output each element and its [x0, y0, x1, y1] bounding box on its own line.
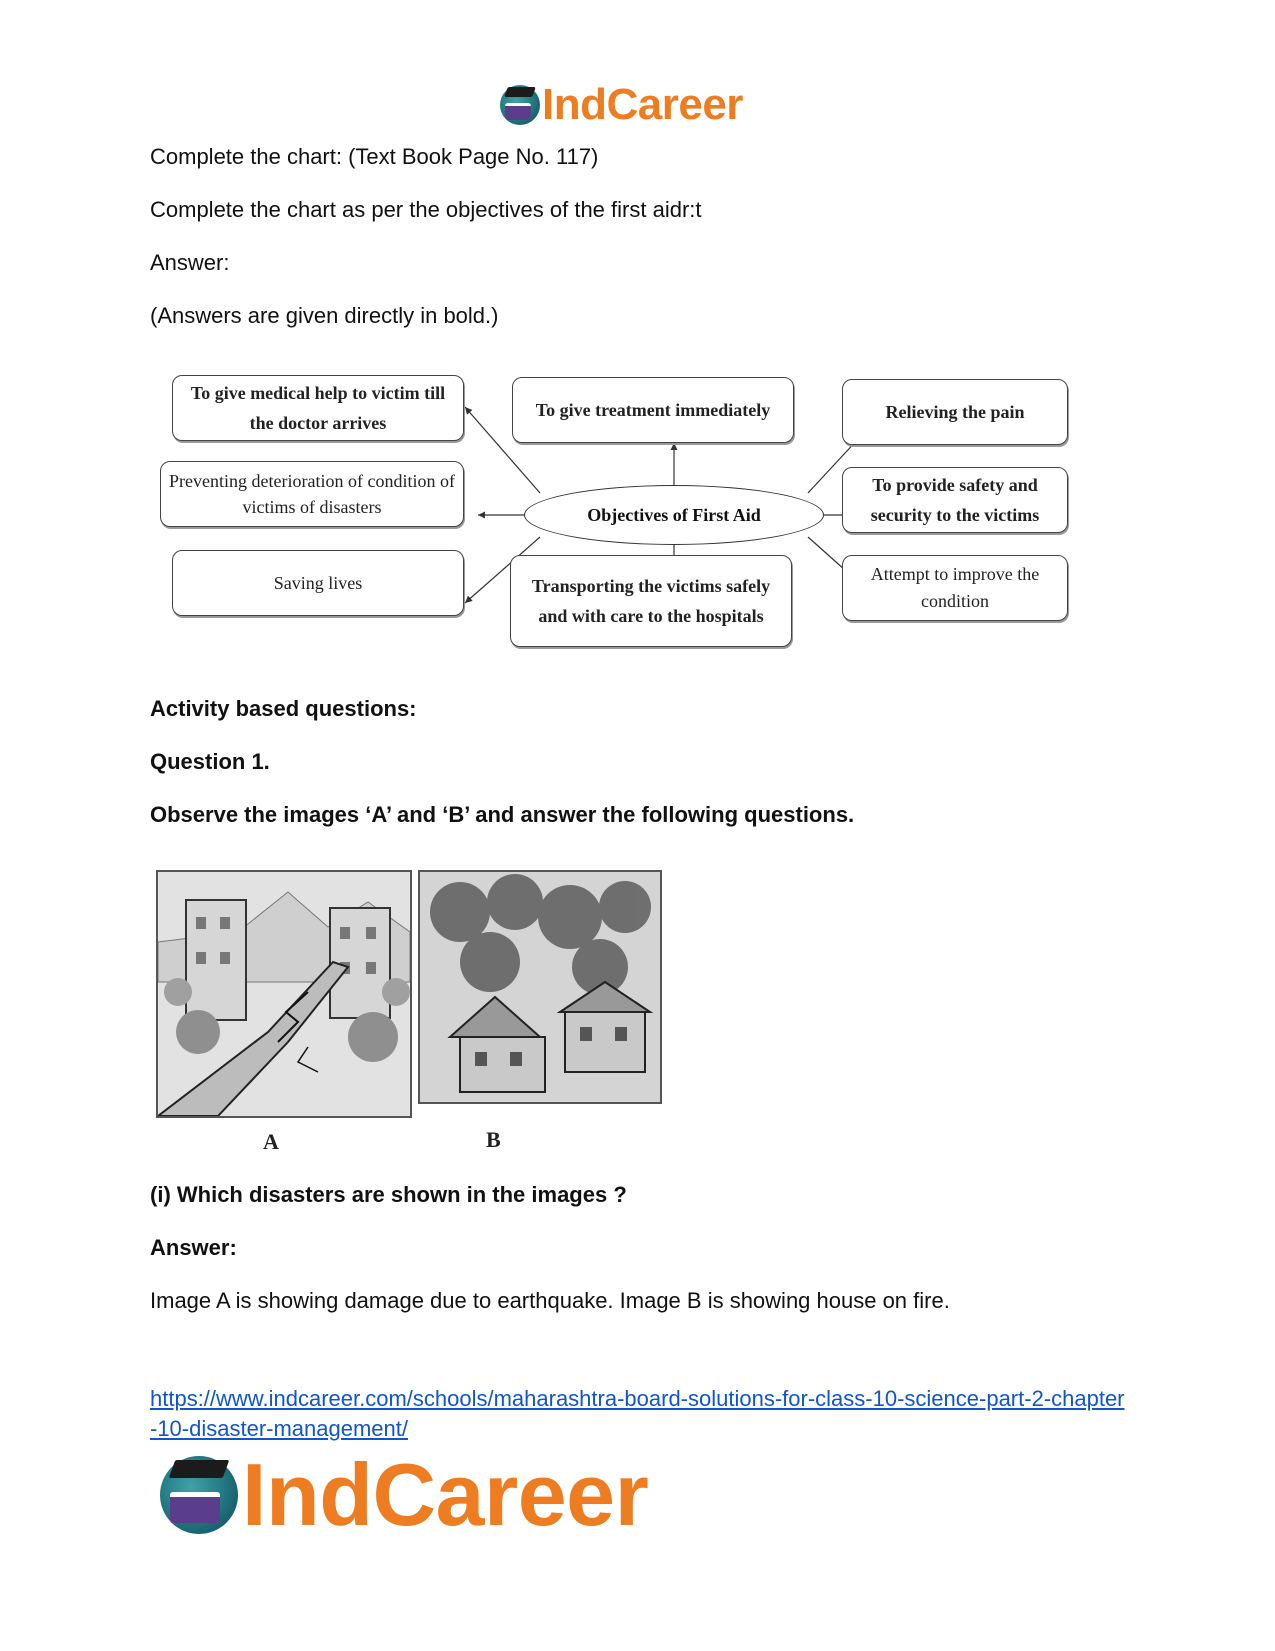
disaster-images — [150, 867, 690, 1167]
center-ellipse: Objectives of First Aid — [524, 485, 824, 545]
box-bottom-center: Transporting the victims safely and with care to the hospitals — [510, 555, 792, 647]
answer-note: (Answers are given directly in bold.) — [150, 303, 499, 328]
box-top-left: To give medical help to victim till the doctor arrives — [172, 375, 464, 441]
box-top-center: To give treatment immediately — [512, 377, 794, 443]
image-b-label: B — [486, 1127, 501, 1152]
first-aid-objectives-diagram — [160, 375, 1120, 675]
chart-instruction-line-2: Complete the chart as per the objectives of the first aidr:t — [150, 197, 702, 222]
box-bottom-right: Attempt to improve the condition — [842, 555, 1068, 621]
house-fire-illustration — [420, 872, 660, 1102]
box-mid-right: To provide safety and security to the victims — [842, 467, 1068, 533]
source-url-link[interactable]: https://www.indcareer.com/schools/maharashtra-board-solutions-for-class-10-science-part-2-chapter-10-disaster-management/ — [150, 1386, 1125, 1441]
indcareer-logo-bottom — [160, 1445, 720, 1544]
box-top-right: Relieving the pain — [842, 379, 1068, 445]
image-a-earthquake — [156, 870, 412, 1118]
chart-instruction-line-1: Complete the chart: (Text Book Page No. 117) — [150, 144, 599, 169]
image-b-fire — [418, 870, 662, 1104]
indcareer-logo-top — [500, 80, 780, 130]
question-number: Question 1. — [150, 749, 270, 774]
logo-text-large: IndCareer — [242, 1445, 649, 1544]
logo-text: IndCareer — [542, 80, 743, 129]
box-mid-left: Preventing deterioration of condition of victims of disasters — [160, 461, 464, 527]
question-instruction: Observe the images ‘A’ and ‘B’ and answer the following questions. — [150, 802, 855, 827]
sub-answer-label: Answer: — [150, 1235, 237, 1260]
graduation-globe-icon — [500, 85, 540, 125]
box-bottom-left: Saving lives — [172, 550, 464, 616]
sub-question: (i) Which disasters are shown in the images ? — [150, 1182, 627, 1207]
image-a-label: A — [263, 1129, 279, 1154]
answer-label: Answer: — [150, 250, 230, 275]
activity-heading: Activity based questions: — [150, 696, 417, 721]
graduation-globe-icon — [160, 1456, 238, 1534]
earthquake-illustration — [158, 872, 410, 1116]
sub-answer-text: Image A is showing damage due to earthquake. Image B is showing house on fire. — [150, 1288, 950, 1313]
